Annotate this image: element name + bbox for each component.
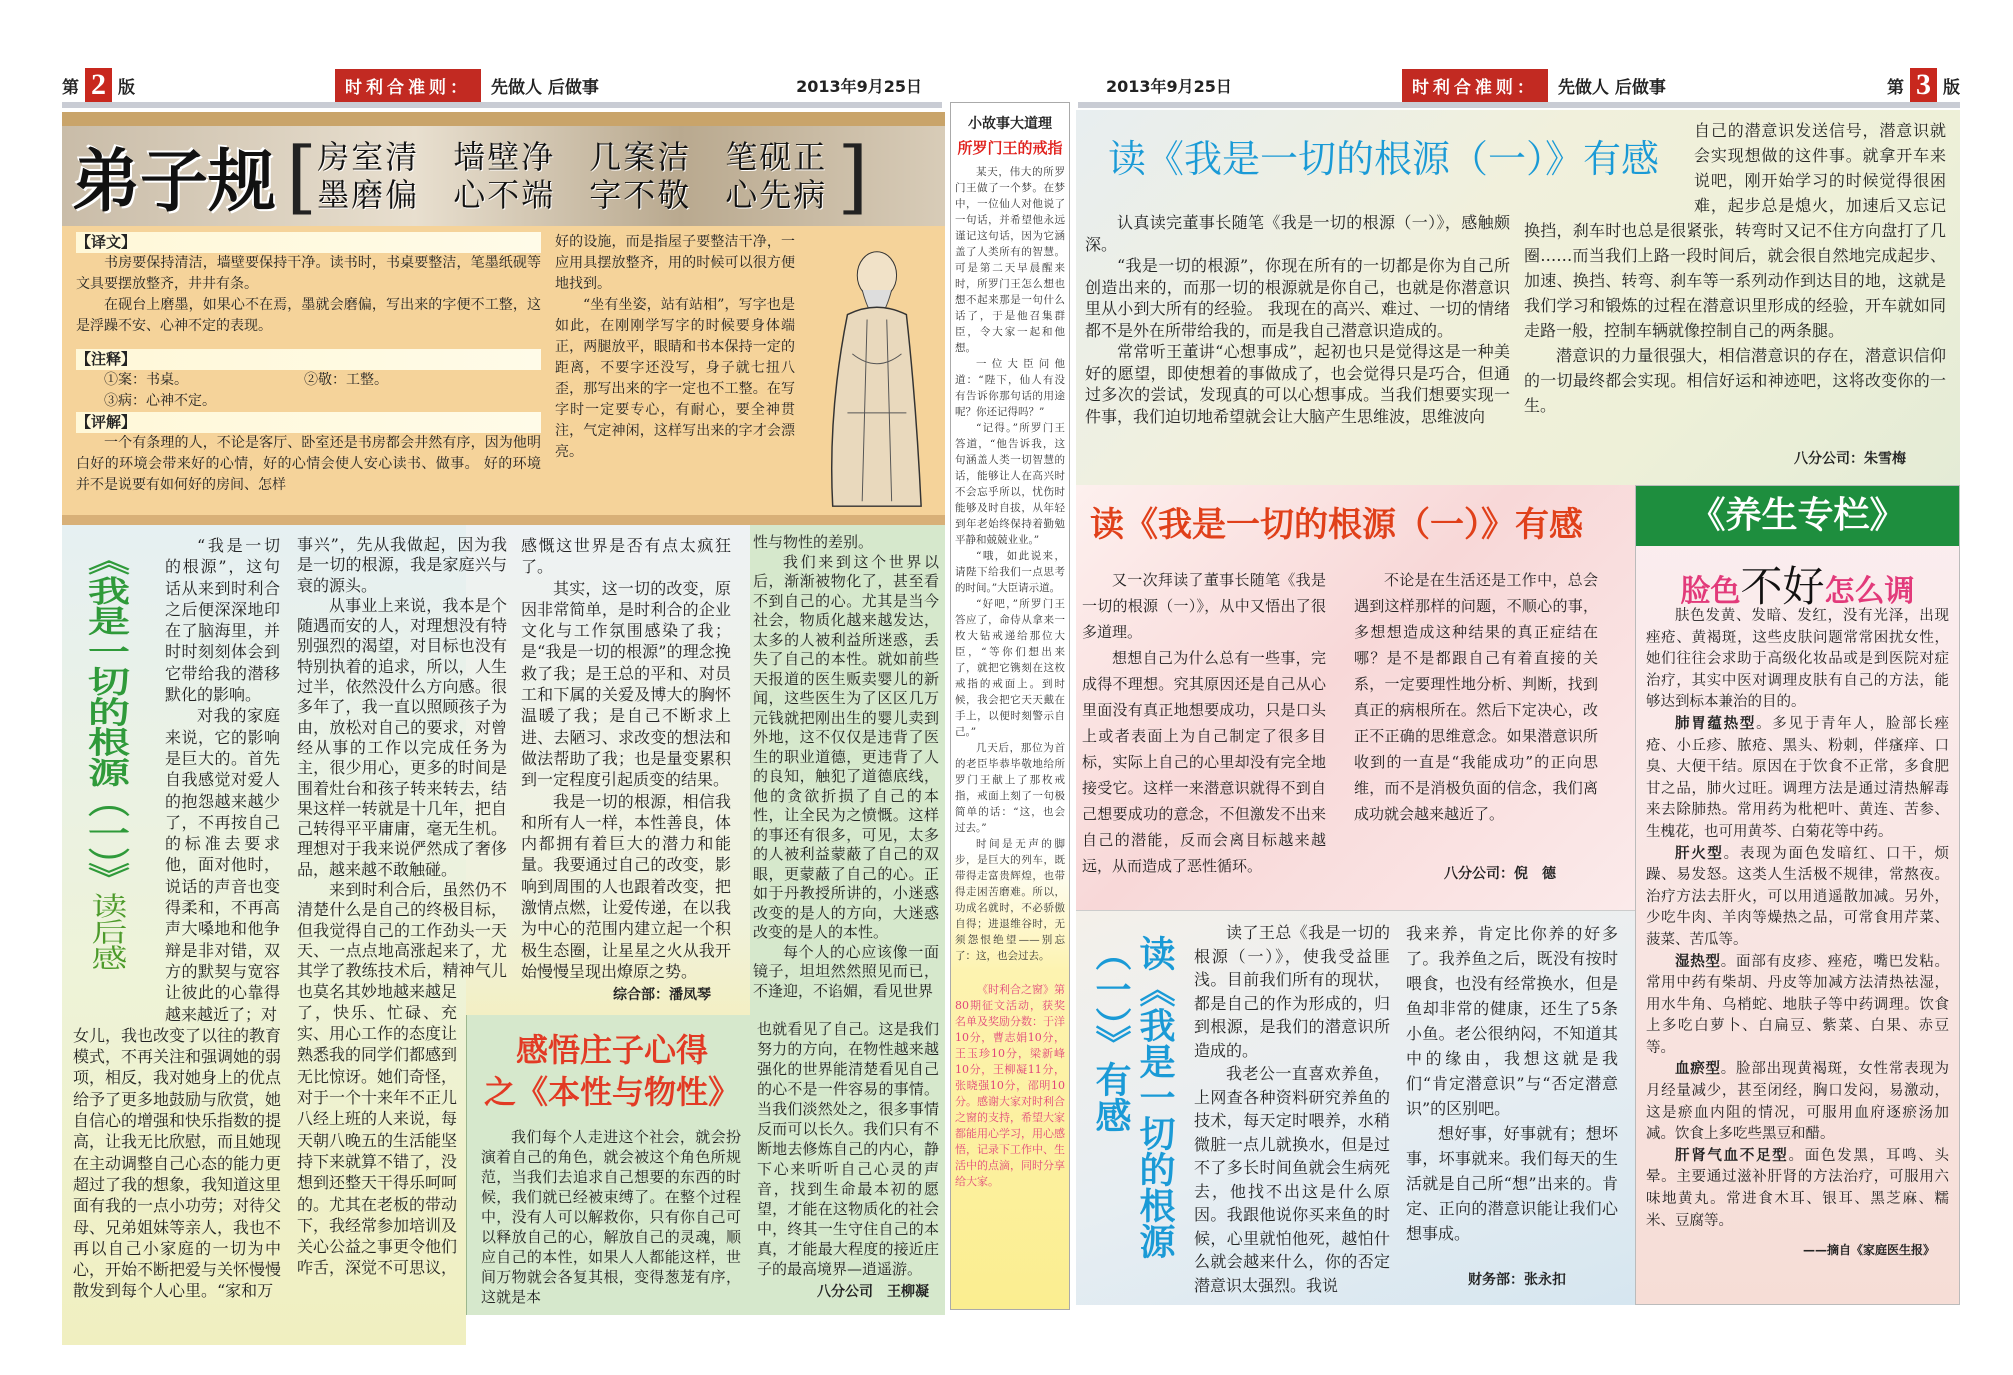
commentary-continued xyxy=(555,232,795,463)
left-page-header xyxy=(62,68,942,102)
motto: 先做人 后做事 xyxy=(491,77,599,98)
health-type-text: 。面部有皮疹、痤疮，嘴巴发粘。常用中药有柴胡、丹皮等加减方法清热祛湿，用水牛角、乌梢蛇、地肤子等中药调理。饮食上多吃白萝卜、白扁豆、紫菜、白果、赤豆等。 xyxy=(1646,953,1950,1056)
paragraph: 好的设施，而是指屋子要整洁干净，一应用具摆放整齐，用的时候可以很方便地找到。 xyxy=(555,234,795,292)
issue-date: 2013年9月25日 xyxy=(796,76,922,96)
header-rule xyxy=(62,102,942,108)
health-subtitle-part: 怎么调 xyxy=(1824,574,1915,609)
paragraph: 我是一切的根源，相信我和所有人一样，本性善良，体内都拥有着巨大的潜力和能量。我要通过自己的改变，影响到周围的人也跟着改变，把激情点燃，让爱传递，在以我为中心的范围内建立起一个积极生态圈，让星星之火从我开始慢慢呈现出燎原之势。 xyxy=(521,791,731,981)
article2-right-column xyxy=(1524,118,1946,418)
paragraph: 时间是无声的脚步，是巨大的列车，既带得走富贵辉煌，也带得走困苦磨难。所以，功成名就时，不必骄傲自得；进退维谷时，无须怨恨绝望——别忘了：这，也会过去。 xyxy=(955,838,1065,962)
article1-column-3 xyxy=(521,535,731,982)
translation-text xyxy=(76,253,541,337)
page-suffix: 版 xyxy=(1943,77,1960,98)
paragraph: 从事业上来说，我本是个随遇而安的人，对理想没有特别强烈的渴望，对目标也没有特别执着的追求，所以，人生过半，依然没什么方向感。很多年了，我一直以照顾孩子为由，放松对自己的要求，对曾经从事的工作以完成任务为主，很少用心，更多的时间是围着灶台和孩子转来转去，结果这样一转就是十几年，把自己转得平平庸庸，毫无生机。理想对于我来说俨然成了奢侈品，越来越不敢触碰。 xyxy=(297,595,507,879)
dizigui-left-column xyxy=(76,232,541,496)
zhuangzi-title xyxy=(467,1015,747,1113)
article3-author: 八分公司：倪 德 xyxy=(1444,866,1556,882)
paragraph: 某天，伟大的所罗门王做了一个梦。在梦中，一位仙人对他说了一句话，并希望他永远谨记这句话，因为它涵盖了人类所有的智慧。可是第二天早晨醒来时，所罗门王怎么想也想不起来那是一句什么话了，于是他召集群臣，令大家一起和他想。 xyxy=(955,166,1065,354)
motto: 先做人 后做事 xyxy=(1557,77,1666,98)
page-number: 3 xyxy=(1910,68,1937,102)
health-type xyxy=(1646,1059,1949,1145)
dizigui-banner xyxy=(62,126,945,226)
paragraph: 几天后，那位为首的老臣毕恭毕敬地给所罗门王献上了那枚戒指，戒面上刻了一句极简单的话：“这，也会过去。” xyxy=(955,742,1065,834)
story-title: 所罗门王的戒指 xyxy=(957,139,1063,157)
article1-column-2 xyxy=(297,535,507,1002)
paragraph: “我是一切的根源”，你现在所有的一切都是你为自己所创造出来的，而那一切的根源就是你自己，也就是你潜意识里从小到大所有的经验。 我现在的高兴、难过、一切的情绪都不是外在所带给我的，而是我自己潜意识造成的。 xyxy=(1085,256,1510,340)
paragraph: 一位大臣问他道：“陛下，仙人有没有告诉你那句话的用途呢？你还记得吗？” xyxy=(955,358,1065,418)
article2-author: 八分公司：朱雪梅 xyxy=(1794,451,1906,467)
health-type-text: 。表现为面色发暗红、口干，烦躁、易发怒。这类人生活极不规律，常熬夜。治疗方法去肝火，可以用逍遥散加减。另外，少吃牛肉、羊肉等燥热之品，可常食用芹菜、菠菜、苦瓜等。 xyxy=(1646,845,1949,948)
article1-column-2-cont: 了，快乐、忙碌、充实、用心工作的态度让熟悉我的同学们都感到无比惊讶。她们奇怪，对于一个十来年不正儿八经上班的人来说，每天朝八晚五的生活能坚持下来就算不错了，没想到还整天干得乐呵呵的。尤其在老板的带动下，我经常参加培训及关心公益之事更令他们咋舌，深觉不可思议， xyxy=(297,1002,458,1278)
paragraph: 事兴”，先从我做起，因为我是一切的根源，我是家庭兴与衰的源头。 xyxy=(297,535,507,595)
health-subtitle-part: 脸色 xyxy=(1680,574,1741,609)
verse-line: 墨磨偏 心不端 字不敬 心先病 xyxy=(317,176,828,214)
paragraph: 在砚台上磨墨，如果心不在焉，墨就会磨偏，写出来的字便不工整，这是浮躁不安、心神不定的表现。 xyxy=(76,297,541,334)
health-type-text: 。脸部出现黄褐斑，女性常表现为月经量减少，甚至闭经，胸口发闷，易激动，这是瘀血内阻的情况，可服用血府逐瘀汤加减。饮食上多吃些黑豆和醋。 xyxy=(1646,1061,1950,1143)
paragraph: 读了王总《我是一切的根源（一）》，使我受益匪浅。目前我们所有的现状，都是自己的作为形成的，归到根源，是我们的潜意识所造成的。 xyxy=(1194,923,1390,1060)
award-notice: 《时利合之窗》第80期征文活动，获奖名单及奖励分数：于洋10分，曹志娟10分，王玉珍10分，梁新峰10分，王柳凝11分，张晓强10分，邵明10分。感谢大家对时利合之窗的支持，希望大家都能用心学习，用心感悟，记录下工作中、生活中的点滴，同时分享给大家。 xyxy=(955,983,1065,1188)
zhuangzi-column-b: 也就看见了自己。这是我们努力的方向，在物性越来越强化的世界能清楚看见自己的心不是一件容易的事情。当我们淡然处之，很多事情反而可以长久。我们只有不断地去修炼自己的内心，静下心来听听自己心灵的声音，找到生命最本初的愿望，才能在这物质化的社会中，终其一生守住自己的本真，才能最大程度的接近庄子的最高境界—逍遥游。 xyxy=(757,1020,939,1278)
paragraph: “记得。”所罗门王答道，“他告诉我，这句涵盖人类一切智慧的话，能够让人在高兴时不会忘乎所以，忧伤时能够及时自拔，从年轻到年老始终保持着勤勉平静和兢兢业业。” xyxy=(955,422,1065,546)
zhuangzi-author: 八分公司 王柳凝 xyxy=(817,1284,929,1300)
note-item: ②敬：工整。 xyxy=(304,372,388,388)
paragraph: 常常听王董讲“心想事成”，起初也只是觉得这是一种美好的愿望，即使想着的事做成了，也会觉得只是巧合，但通过多次的尝试，发现真的可以心想事成。当我们想要实现一件事，我们迫切地希望就会让大脑产生思维波，思维波向 xyxy=(1085,342,1510,426)
article1-column-1 xyxy=(165,535,280,1025)
health-type-name: 肝肾气血不足型 xyxy=(1675,1147,1789,1164)
paragraph: 想好事，好事就有；想坏事，坏事就来。我们每天的生活就是自己所“想”出来的。肯定、正向的潜意识能让我们心想事成。 xyxy=(1406,1124,1618,1243)
article2-title: 读《我是一切的根源（一）》有感 xyxy=(1108,137,1660,181)
dizigui-title: 弟子规 xyxy=(72,142,277,222)
paragraph: 书房要保持清洁，墙壁要保持干净。读书时，书桌要整洁，笔墨纸砚等文具要摆放整齐，井井有条。 xyxy=(76,255,541,292)
zhuangzi-column-top xyxy=(753,533,939,1001)
article2-left-column xyxy=(1085,212,1510,427)
verse-line: 房室清 墙壁净 几案洁 笔砚正 xyxy=(317,138,828,176)
page-suffix: 版 xyxy=(118,77,135,98)
paragraph: 感慨这世界是否有点太疯狂了。 xyxy=(521,536,731,577)
health-source: ——摘自《家庭医生报》 xyxy=(1802,1243,1935,1258)
confucius-illustration xyxy=(807,236,937,516)
note-item: ③病：心神不定。 xyxy=(104,393,216,409)
story-column xyxy=(950,102,1070,1310)
verse-block xyxy=(317,138,827,214)
page-prefix: 第 xyxy=(62,77,79,98)
health-type xyxy=(1646,952,1949,1060)
paragraph: 认真读完董事长随笔《我是一切的根源（一）》，感触颇深。 xyxy=(1085,213,1510,254)
paragraph: 我们来到这个世界以后，渐渐被物化了，甚至看不到自己的心。尤其是当今社会，物质化越来越发达，太多的人被利益所迷惑，丢失了自己的本性。就如前些天报道的医生贩卖婴儿的新闻，这些医生为了区区几万元钱就把刚出生的婴儿卖到外地，这不仅仅是违背了医生的职业道德，更违背了人的良知，触犯了道德底线，他的贪欲折损了自己的本性，让全民为之愤慨。这样的事还有很多，可见，太多的人被利益蒙蔽了自己的双眼，更蒙蔽了自己的心。正如于丹教授所讲的，小迷惑改变的是人的方向，大迷惑改变的是人的本性。 xyxy=(753,552,939,941)
motto-label: 时利合准则： xyxy=(335,69,481,102)
paragraph: 每个人的心应该像一面镜子，坦坦然然照见而已，不逢迎，不谄媚，看见世界 xyxy=(753,942,939,1000)
paragraph: 自己的潜意识发送信号，潜意识就会实现想做的这件事。就拿开车来说吧，刚开始学习的时候觉得很困难，起步总是熄火，加速后又忘记换挡，刹车时也总是很紧张，转弯时又记不住方向盘打了几圈……而当我们上路一段时间后，就会很自然地完成起步、加速、换挡、转弯、刹车等一系列动作到达目的地，这就是我们学习和锻炼的过程在潜意识里形成的经验，开车就如同走路一般，控制车辆就像控制自己的两条腿。 xyxy=(1524,121,1946,340)
bracket-open: [ xyxy=(286,129,318,223)
article3-title: 读《我是一切的根源（一）》有感 xyxy=(1090,505,1583,545)
paragraph: 我来养，肯定比你养的好多了。我养鱼之后，既没有按时喂食，也没有经常换水，但是鱼却非常的健康，还生了5条小鱼。老公很纳闷，不知道其中的缘由，我想这就是我们“肯定潜意识”与“否定潜意识”的区别吧。 xyxy=(1406,924,1618,1118)
story-kicker: 小故事大道理 xyxy=(968,116,1052,132)
health-type-text: 。面色发黑，耳鸣、头晕。主要通过滋补肝肾的方法治疗，可服用六味地黄丸。常进食木耳、银耳、黑芝麻、糯米、豆腐等。 xyxy=(1646,1147,1949,1229)
dizigui-section xyxy=(62,112,945,525)
article1-column-1-flow xyxy=(73,535,283,1302)
article1-title-suffix: 读后感 xyxy=(86,892,127,971)
commentary-text xyxy=(76,433,541,496)
paragraph: 潜意识的力量很强大，相信潜意识的存在，潜意识信仰的一切最终都会实现。相信好运和神迹吧，这将改变你的一生。 xyxy=(1524,346,1946,415)
article1-author: 综合部：潘凤琴 xyxy=(613,987,711,1004)
article4-author: 财务部：张永扣 xyxy=(1468,1272,1566,1288)
health-subtitle-part: 不好 xyxy=(1740,562,1825,611)
paragraph: 我们每个人走进这个社会，就会扮演着自己的角色，就会被这个角色所规范，当我们去追求自己想要的东西的时候，我们就已经被束缚了。在整个过程中，没有人可以解救你，只有你自己可以释放自己的心，解放自己的灵魂，顺应自己的本性，如果人人都能这样，世间万物就会各复其根，变得葱茏有序，这就是本 xyxy=(481,1128,741,1306)
health-type-name: 血瘀型 xyxy=(1675,1061,1721,1078)
article4 xyxy=(1076,910,1635,1305)
notes-label: 【注释】 xyxy=(76,349,541,370)
health-intro: 肤色发黄、发暗、发红，没有光泽，出现痤疮、黄褐斑，这些皮肤问题常常困扰女性，她们往往会求助于高级化妆品或是到医院对症治疗，其实中医对调理皮肤有自己的方法，能够达到标本兼治的目的。 xyxy=(1646,608,1949,711)
health-type xyxy=(1646,844,1949,952)
paragraph: “好吧，”所罗门王答应了，命侍从拿来一枚大钻戒递给那位大臣，“等你们想出来了，就把它镌刻在这枚戒指的戒面上。到时候，我会把它天天戴在手上，以便时刻警示自己。” xyxy=(955,598,1065,738)
story-body xyxy=(951,158,1069,964)
health-type xyxy=(1646,714,1949,844)
article1-title-main: 《我是一切的根源（一）》 xyxy=(82,545,131,893)
health-body xyxy=(1636,602,1959,1262)
health-type-name: 肝火型 xyxy=(1675,845,1724,862)
paragraph: 对我的家庭来说，它的影响是巨大的。首先自我感觉对爱人的抱怨越来越少了，不再按自己的标准去要求他，面对他时，说话的声音也变得柔和，不再高声大嗓地和他争辩是非对错，双方的默契与宽容让彼此的心靠得越来越近了；对 xyxy=(165,706,280,1024)
article2 xyxy=(1076,110,1960,485)
health-column xyxy=(1635,485,1960,1305)
paragraph: 来到时利合后，虽然仍不清楚什么是自己的终极目标，但我觉得自己的工作劲头一天天、一点点地高涨起来了，尤其学了教练技术后，精神气儿也莫名其妙地越来越足 xyxy=(297,880,507,1001)
note-item: ①案：书桌。 xyxy=(104,372,188,388)
article4-left-column xyxy=(1194,921,1390,1297)
paragraph: 想想自己为什么总有一些事，完成得不理想。究其原因还是自己从心里面没有真正地想要成功，只是口头上或者表面上为自己制定了很多目标，实际上自己的心里却没有完全地接受它。这样一来潜意识就得不到自己想要成功的意念，不但激发不出来自己的潜能，反而会离目标越来越远，从而造成了恶性循环。 xyxy=(1082,649,1326,875)
health-type-text: 。多见于青年人，脸部长痤疮、小丘疹、脓疮、黑头、粉刺，伴瘙痒、口臭、大便干结。原因在于饮食不正常，多食肥甘之品，肺火过旺。调理方法是通过清热解毒来去除肺热。常用药为枇杷叶、黄连、苦参、生槐花，也可用黄芩、白菊花等中药。 xyxy=(1646,715,1949,840)
page-prefix: 第 xyxy=(1887,77,1904,98)
health-subtitle xyxy=(1636,554,1959,611)
article3-right-column xyxy=(1354,567,1598,827)
health-type-name: 肺胃蕴热型 xyxy=(1675,715,1757,732)
notes-list xyxy=(76,370,541,412)
zhuangzi-title-line: 感悟庄子心得 xyxy=(515,1031,708,1069)
article4-title: 读《我是一切的根源（一）》有感 xyxy=(1090,935,1175,1259)
issue-date: 2013年9月25日 xyxy=(1106,76,1232,96)
commentary-label: 【评解】 xyxy=(76,412,541,433)
zhuangzi-title-line: 之《本性与物性》 xyxy=(483,1073,740,1111)
page-number: 2 xyxy=(85,68,112,102)
motto-label: 时利合准则： xyxy=(1402,69,1548,102)
paragraph: 不论是在生活还是工作中，总会遇到这样那样的问题，不顺心的事，多想想造成这种结果的真正症结在哪？是不是都跟自己有着直接的关系，一定要理性地分析、判断，找到真正的病根所在。然后下定决心，改正不正确的思维意念。如果潜意识所收到的一直是“我能成功”的正向思维，而不是消极负面的信念，我们离成功就会越来越近了。 xyxy=(1354,571,1598,823)
translation-label: 【译文】 xyxy=(76,232,541,253)
zhuangzi-column-a xyxy=(481,1127,741,1307)
article3 xyxy=(1076,485,1635,910)
health-header: 《养生专栏》 xyxy=(1636,486,1959,546)
paragraph: “坐有坐姿，站有站相”，写字也是如此，在刚刚学写字的时候要身体端正，两腿放平，眼睛和书本保持一定的距离，不要字还没写，身子就七扭八歪，那写出来的字一定也不工整。在写字时一定要专心，有耐心，要全神贯注，气定神闲，这样写出来的字才会漂亮。 xyxy=(555,297,795,460)
paragraph: 其实，这一切的改变，原因非常简单，是时利合的企业文化与工作氛围感染了我；是“我是一切的根源”的理念挽救了我；是王总的平和、对员工和下属的关爱及博大的胸怀温暖了我；是自己不断求上进、去陋习、求改变的想法和做法帮助了我；也是量变累积到一定程度引起质变的结果。 xyxy=(521,578,731,790)
article1-column-1-cont: 女儿，我也改变了以往的教育模式，不再关注和强调她的弱项，相反，我对她身上的优点给予了更多地鼓励与欣赏，她自信心的增强和快乐指数的提高，让我无比欣慰，而且她现在主动调整自己心态的能力更超过了我的想象，我知道这里面有我的一点小功劳；对待父母、兄弟姐妹等亲人，我也不再以自己小家庭的一切为中心，开始不断把爱与关怀慢慢散发到每个人心里。“家和万 xyxy=(73,1025,282,1301)
health-type xyxy=(1646,1146,1949,1232)
paragraph: 又一次拜读了董事长随笔《我是一切的根源（一）》，从中又悟出了很多道理。 xyxy=(1082,571,1326,641)
paragraph: 性与物性的差别。 xyxy=(753,533,874,551)
header-rule xyxy=(1078,102,1960,108)
zhuangzi-box xyxy=(466,1015,945,1315)
paragraph: “哦，如此说来，请陛下给我们一点思考的时间。”大臣请示道。 xyxy=(955,550,1065,594)
bracket-close: ] xyxy=(837,129,869,223)
paragraph: 我老公一直喜欢养鱼，上网查各种资料研究养鱼的技术，每天定时喂养，水稍微脏一点儿就换水，但是过不了多长时间鱼就会生病死去，他找不出这是什么原因。我跟他说你买来鱼的时候，心里就怕他死，越怕什么就会越来什么，你的否定潜意识太强烈。我说 xyxy=(1194,1064,1390,1295)
article3-left-column xyxy=(1082,567,1326,879)
article4-right-column xyxy=(1406,921,1618,1246)
health-type-name: 湿热型 xyxy=(1675,953,1721,970)
paragraph: 一个有条理的人，不论是客厅、卧室还是书房都会井然有序，因为他明白好的环境会带来好的心情，好的心情会使人安心读书、做事。 好的环境并不是说要有如何好的房间、怎样 xyxy=(76,435,541,493)
right-page-header xyxy=(1078,68,1960,102)
paragraph: “我是一切的根源”，这句话从来到时利合之后便深深地印在了脑海里，并时时刻刻体会到它带给我的潜移默化的影响。 xyxy=(165,536,280,705)
